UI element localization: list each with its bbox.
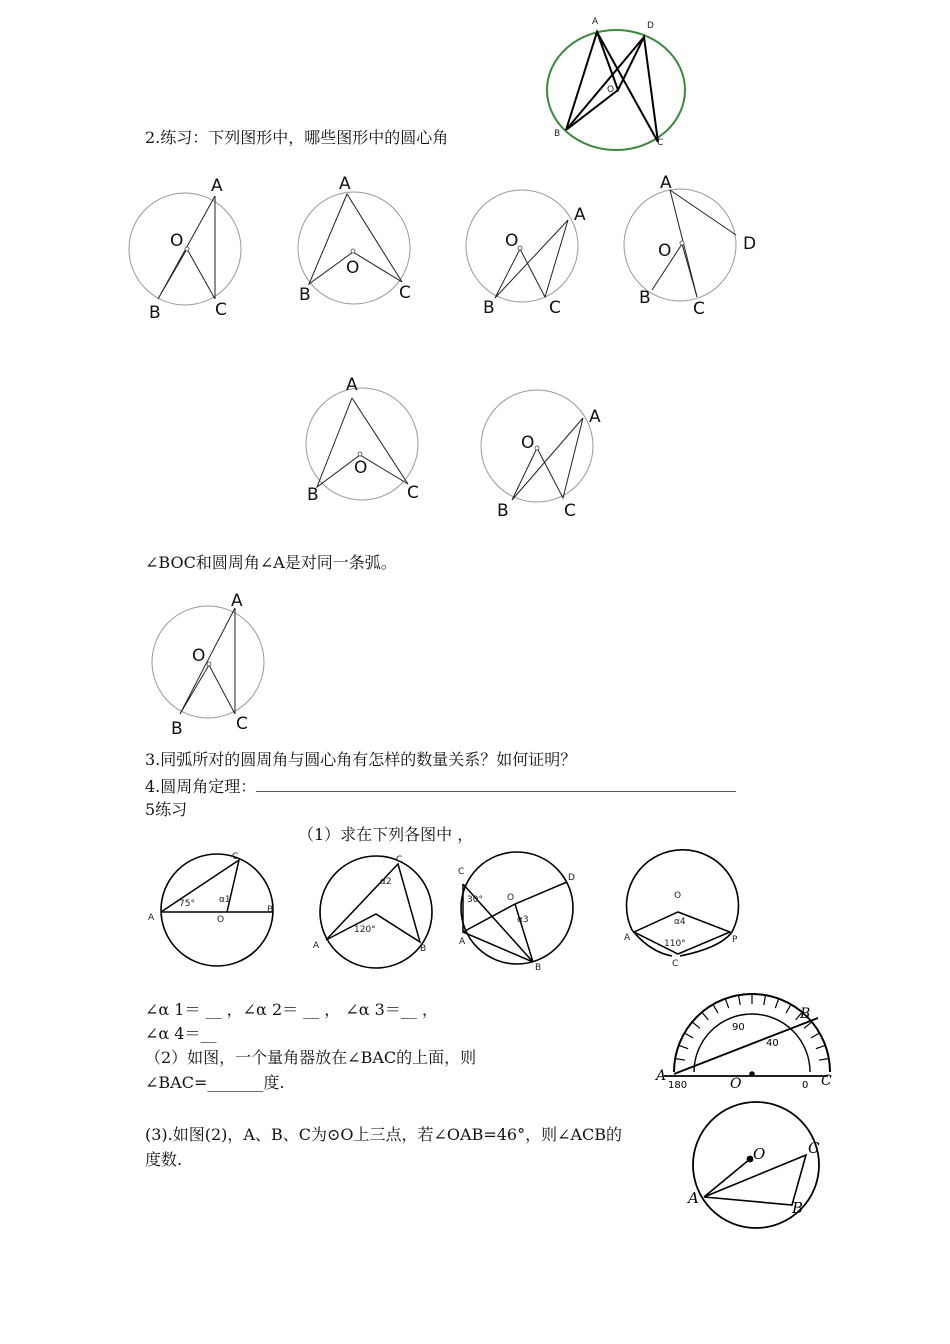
practice-figure-3 — [460, 180, 600, 325]
alpha-label: α3 — [517, 915, 529, 925]
label-c: C — [407, 483, 419, 503]
protractor-tick — [786, 1005, 791, 1014]
label-b: B — [800, 1006, 811, 1022]
label-o: O — [521, 433, 535, 453]
q3-line-2: 度数. — [145, 1150, 183, 1169]
scale-90: 90 — [732, 1022, 745, 1033]
label-c: C — [657, 138, 664, 148]
protractor-tick — [775, 999, 778, 1008]
label-b: B — [299, 285, 311, 305]
q1-figure-2 — [310, 848, 440, 973]
alpha-label: α2 — [380, 877, 392, 887]
label-o: O — [192, 646, 206, 666]
label-b: B — [483, 298, 495, 318]
protractor-tick — [685, 1033, 694, 1038]
label-b: B — [171, 719, 183, 739]
label-a: A — [624, 933, 631, 943]
label-o: O — [730, 1076, 742, 1092]
angle-label: 110° — [664, 939, 686, 949]
label-a: A — [688, 1189, 699, 1207]
section3-text: 3.同弧所对的圆周角与圆心角有怎样的数量关系？如何证明？ — [145, 750, 577, 769]
label-p: P — [732, 935, 738, 945]
section4-label: 4.圆周角定理： — [145, 777, 257, 796]
top-figure — [540, 12, 700, 162]
label-c: C — [549, 298, 561, 318]
label-a: A — [660, 173, 672, 193]
label-c: C — [232, 852, 239, 862]
protractor-tick — [675, 1059, 685, 1061]
protractor-tick — [819, 1059, 829, 1061]
label-c: C — [821, 1073, 832, 1089]
label-a: A — [592, 17, 599, 27]
protractor-tick — [713, 1005, 718, 1014]
protractor-tick — [692, 1022, 700, 1028]
label-d: D — [568, 873, 575, 883]
q3-line-1: (3).如图(2)，A、B、C为⊙O上三点，若∠OAB=46°，则∠ACB的 — [145, 1125, 623, 1144]
label-c: C — [808, 1139, 820, 1157]
label-a: A — [211, 176, 223, 196]
practice-figure-7 — [145, 590, 285, 740]
label-o: O — [674, 891, 682, 901]
protractor-tick — [702, 1012, 708, 1020]
label-o: O — [607, 85, 615, 95]
angle-label: 75° — [179, 899, 195, 909]
q2-line-1: （2）如图，一个量角器放在∠BAC的上面，则 — [145, 1048, 477, 1067]
label-c: C — [672, 959, 679, 969]
practice-figure-2 — [292, 172, 422, 322]
label-o: O — [354, 458, 368, 478]
label-b: B — [149, 303, 161, 323]
q1-figure-1 — [145, 848, 280, 968]
q1-figure-4 — [620, 848, 755, 968]
label-b: B — [639, 288, 651, 308]
practice-figure-1 — [125, 175, 255, 325]
label-b: B — [267, 905, 274, 915]
protractor-tick — [725, 999, 728, 1008]
label-c: C — [215, 300, 227, 320]
label-a: A — [231, 591, 243, 611]
protractor-tick — [811, 1033, 820, 1038]
green-circle — [547, 30, 685, 150]
protractor-tick — [816, 1045, 825, 1048]
protractor-figure — [650, 1000, 840, 1095]
alpha-label: α1 — [219, 895, 231, 905]
scale-0: 0 — [802, 1080, 809, 1091]
section4-answer-blank[interactable] — [256, 791, 736, 792]
label-b: B — [792, 1199, 804, 1217]
q3-figure — [680, 1095, 830, 1235]
label-c: C — [693, 299, 705, 319]
label-a: A — [589, 407, 601, 427]
section4-line — [145, 777, 736, 797]
practice-figure-5 — [300, 372, 430, 512]
label-d: D — [743, 234, 757, 254]
section2-prompt: 2.练习：下列图形中，哪些图形中的圆心角 — [145, 128, 449, 147]
scale-180: 180 — [668, 1080, 688, 1091]
answer-line-2: ∠α 4＝__ — [145, 1024, 217, 1043]
label-o: O — [170, 231, 184, 251]
protractor-tick — [679, 1045, 688, 1048]
protractor-tick — [739, 995, 741, 1005]
label-o: O — [217, 915, 225, 925]
label-o: O — [753, 1145, 766, 1163]
practice-figure-6 — [475, 382, 615, 522]
label-b: B — [554, 129, 561, 139]
label-c: C — [399, 283, 411, 303]
label-b: B — [420, 944, 427, 954]
angle-label: 30° — [467, 895, 483, 905]
q2-line-2: ∠BAC=_______度. — [145, 1073, 285, 1092]
label-a: A — [346, 375, 358, 395]
label-o: O — [346, 258, 360, 278]
label-a: A — [148, 913, 155, 923]
label-d: D — [647, 21, 654, 31]
q1-prompt: （1）求在下列各图中 ， — [298, 825, 474, 844]
section5-title: 5练习 — [145, 800, 188, 819]
alpha-label: α4 — [674, 917, 686, 927]
label-a: A — [574, 205, 586, 225]
label-c: C — [458, 867, 465, 877]
label-b: B — [307, 485, 319, 505]
q1-figure-3 — [455, 852, 585, 977]
label-a: A — [313, 941, 320, 951]
label-a: A — [656, 1068, 667, 1084]
label-a: A — [459, 937, 466, 947]
label-a: A — [339, 174, 351, 194]
answer-line-1: ∠α 1＝ __ ，∠α 2＝ __ ， ∠α 3＝__ ， — [145, 1000, 438, 1019]
section2-continuation: ∠BOC和圆周角∠A是对同一条弧。 — [145, 553, 397, 572]
label-o: O — [658, 241, 672, 261]
label-o: O — [505, 231, 519, 251]
scale-40: 40 — [766, 1038, 779, 1049]
protractor-tick — [764, 995, 766, 1005]
angle-label: 120° — [354, 925, 376, 935]
practice-figure-4 — [622, 170, 767, 320]
label-c: C — [564, 501, 576, 521]
label-o: O — [507, 893, 515, 903]
label-c: C — [396, 855, 403, 865]
label-c: C — [236, 714, 248, 734]
label-b: B — [535, 963, 542, 973]
label-b: B — [497, 501, 509, 521]
